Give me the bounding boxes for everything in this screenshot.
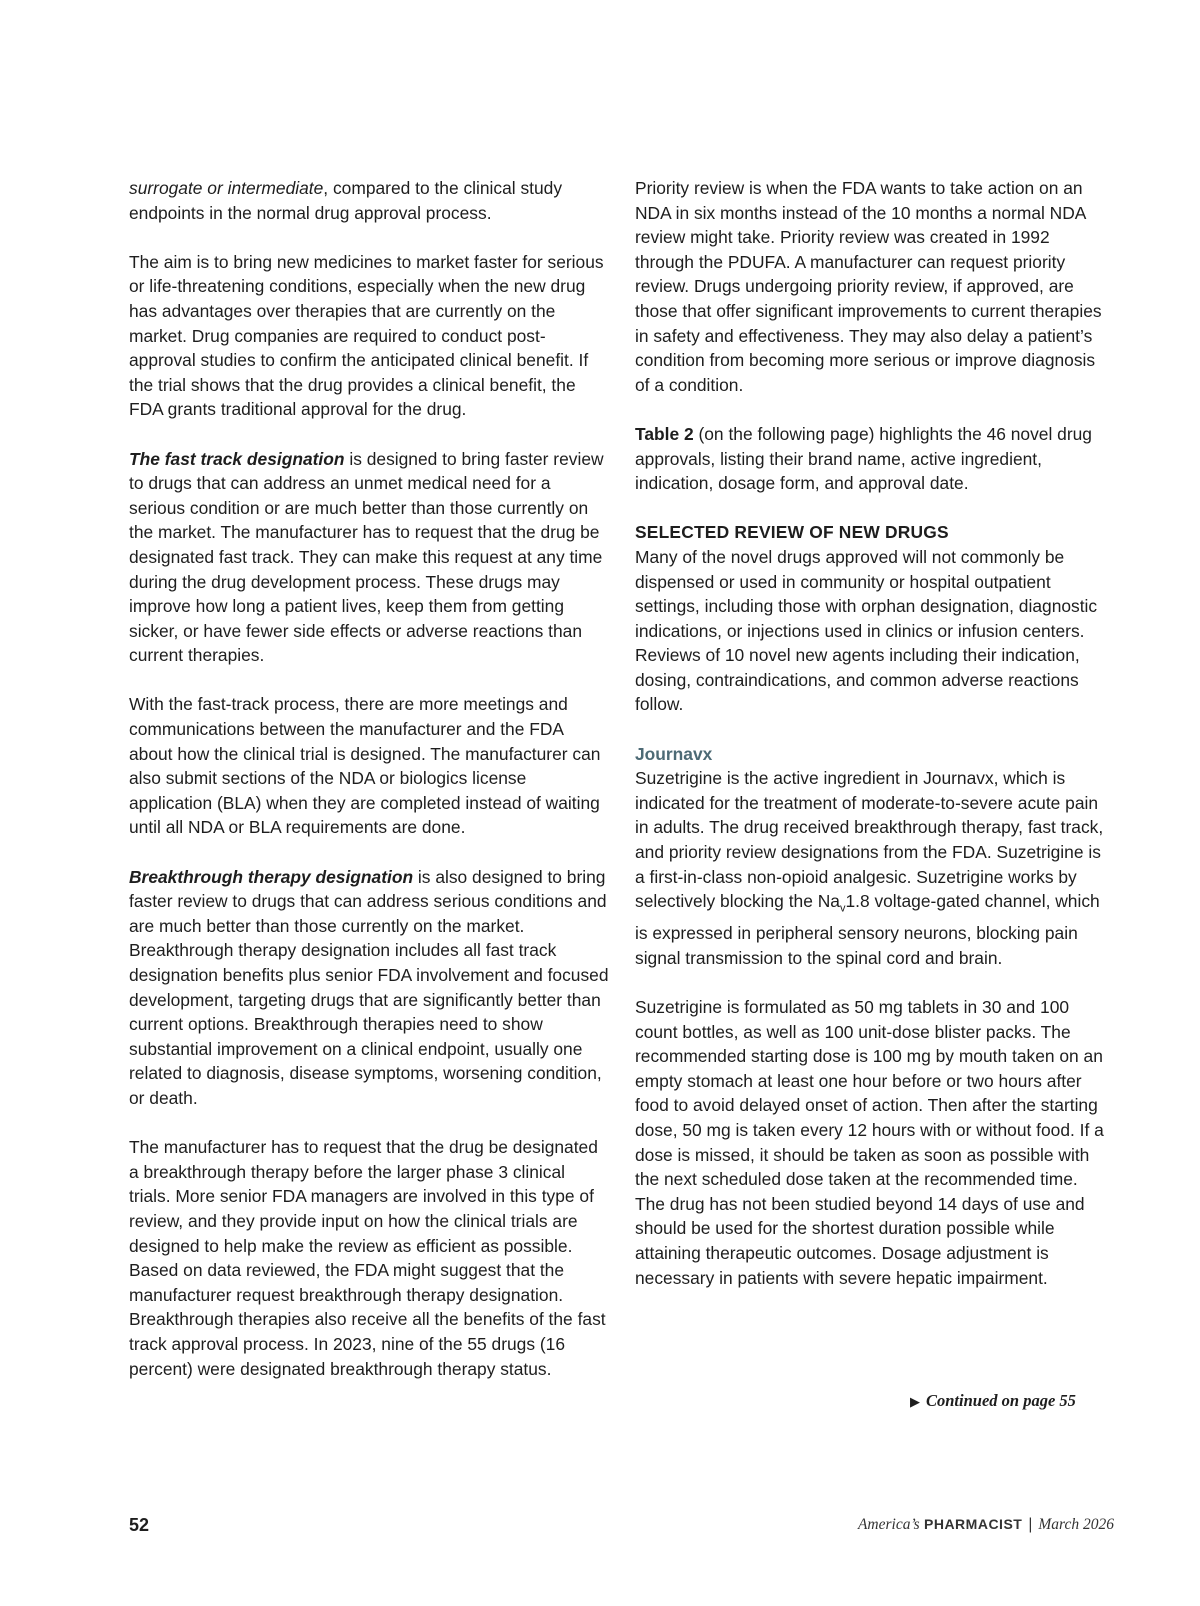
paragraph-priority-review: Priority review is when the FDA wants to take action on an NDA in six months instead of the 10 months a normal NDA review might take. Priority review was created in 1992 through the PDUFA. A manufacturer can request priority review. Drugs undergoing priority review, if approved, are those that offer significant improvements to current therapies in safety and effectiveness. They may also delay a patient’s condition from becoming more serious or improve diagnosis of a condition.: [635, 178, 1102, 395]
paragraph-6: The manufacturer has to request that the drug be designated a breakthrough therapy before the larger phase 3 clinical trials. More senior FDA managers are involved in this type of review, and they provide input on how the clinical trials are designed to help make the review as efficient as possible. Based on data reviewed, the FDA might suggest that the manufacturer request breakthrough therapy designation. Breakthrough therapies also receive all the benefits of the fast track approval process. In 2023, nine of the 55 drugs (16 percent) were designated breakthrough therapy status.: [129, 1137, 606, 1379]
paragraph-text: , compared to the clinical study endpoints in the normal drug approval process.: [129, 178, 563, 223]
section-heading: SELECTED REVIEW OF NEW DRUGS: [635, 522, 949, 543]
page-number: 52: [129, 1515, 150, 1535]
magazine-brand: PHARMACIST: [924, 1516, 1023, 1532]
issue-date: March 2026: [1038, 1516, 1114, 1533]
italic-phrase: surrogate or intermediate: [129, 178, 324, 198]
paragraph-dosing: Suzetrigine is formulated as 50 mg tablets in 30 and 100 count bottles, as well as 100 unit-dose blister packs. The recommended starting dose is 100 mg by mouth taken on an empty stomach at least one hour before or two hours after food to avoid delayed onset of action. Then after the starting dose, 50 mg is taken every 12 hours with or without food. If a dose is missed, it should be taken as soon as possible with the next scheduled dose taken at the recommended time. The drug has not been studied beyond 14 days of use and should be used for the shortest duration possible while attaining therapeutic outcomes. Dosage adjustment is necessary in patients with severe hepatic impairment.: [635, 997, 1104, 1288]
continued-label: Continued on page 55: [926, 1391, 1076, 1410]
paragraph-journavx: [635, 766, 1105, 970]
magazine-prefix: America’s: [857, 1516, 920, 1533]
paragraph-text: Suzetrigine is the active ingredient in Journavx, which is indicated for the treatment of moderate-to-severe acute pain in adults. The drug received breakthrough therapy, fast track, and priority review designations from the FDA. Suzetrigine is a first-in-class non-opioid analgesic. Suzetrigine works by selectively blocking the Na: [635, 768, 1104, 912]
paragraph-text: (on the following page) highlights the 46 novel drug approvals, listing their brand name, active ingredient, indication, dosage form, and approval date.: [635, 423, 1092, 494]
magazine-footer: [858, 1516, 1114, 1534]
continued-link[interactable]: [910, 1391, 1110, 1411]
paragraph-breakthrough: [129, 865, 609, 1111]
left-column: [129, 176, 609, 1406]
paragraph-text: is also designed to bring faster review to drugs that can address serious conditions and are much better than those currently on the market. Breakthrough therapy designation includes all fast track designation benefits plus senior FDA involvement and focused development, targeting drugs that are significantly better than current options. Breakthrough therapies need to show substantial improvement on a clinical endpoint, usually one related to diagnosis, disease symptoms, worsening condition, or death.: [129, 866, 609, 1108]
fast-track-lead: The fast track designation: [129, 448, 345, 469]
subscript: v: [839, 902, 846, 915]
triangle-right-icon: ▶: [910, 1394, 920, 1409]
breakthrough-lead: Breakthrough therapy designation: [129, 866, 414, 887]
paragraph-4: With the fast-track process, there are more meetings and communications between the manufacturer and the FDA about how the clinical trial is designed. The manufacturer can also submit sections of the NDA or biologics license application (BLA) when they are completed instead of waiting until all NDA or BLA requirements are done.: [129, 694, 601, 838]
paragraph-2: The aim is to bring new medicines to market faster for serious or life-threatening conditions, especially when the new drug has advantages over therapies that are currently on the market. Drug companies are required to conduct post-approval studies to confirm the anticipated clinical benefit. If the trial shows that the drug provides a clinical benefit, the FDA grants traditional approval for the drug.: [129, 251, 604, 420]
paragraph-1: [129, 176, 609, 225]
paragraph-selected-review: Many of the novel drugs approved will not commonly be dispensed or used in community or hospital outpatient settings, including those with orphan designation, diagnostic indications, or injections used in clinics or infusion centers. Reviews of 10 novel new agents including their indication, dosing, contraindications, and common adverse reactions follow.: [635, 546, 1098, 715]
drug-heading-journavx: Journavx: [635, 743, 713, 764]
paragraph-fast-track: [129, 447, 609, 668]
right-column: [635, 176, 1105, 1315]
footer-separator: |: [1028, 1516, 1033, 1533]
table-2-ref: Table 2: [635, 423, 694, 444]
paragraph-text: 1.8 voltage-gated channel, which is expressed in peripheral sensory neurons, blocking pain signal transmission to the spinal cord and brain.: [635, 891, 1100, 968]
paragraph-table-ref: [635, 422, 1105, 496]
paragraph-text: is designed to bring faster review to drugs that can address an unmet medical need for a serious condition or are much better than those currently on the market. The manufacturer has to request that the drug be designated fast track. They can make this request at any time during the drug development process. These drugs may improve how long a patient lives, keep them from getting sicker, or have fewer side effects or adverse reactions than current therapies.: [129, 448, 604, 666]
